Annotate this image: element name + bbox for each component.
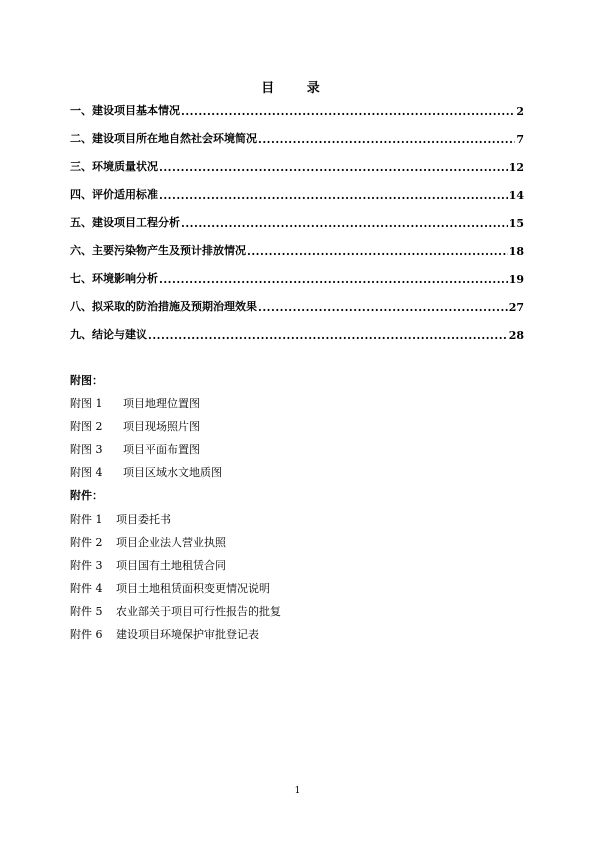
toc-leader-dots	[159, 189, 508, 202]
toc-entry-label: 四、评价适用标准	[70, 188, 158, 201]
attachments-heading: 附件：	[70, 489, 103, 502]
toc-leader-dots	[159, 161, 508, 174]
attachment-title: 项目土地租赁面积变更情况说明	[116, 582, 270, 595]
attachment-title: 建设项目环境保护审批登记表	[116, 628, 259, 641]
toc-entry[interactable]	[70, 270, 524, 286]
toc-entry-label: 一、建设项目基本情况	[70, 104, 180, 117]
toc-entry-page: 19	[508, 273, 524, 286]
toc-entry-page: 28	[508, 329, 524, 342]
figure-item	[70, 464, 222, 480]
figure-title: 项目平面布置图	[123, 443, 200, 456]
toc-leader-dots	[181, 105, 515, 118]
toc-entry-label: 三、环境质量状况	[70, 160, 158, 173]
toc-entry-page: 14	[508, 189, 524, 202]
attachment-item	[70, 557, 226, 573]
toc-entry[interactable]	[70, 298, 524, 314]
attachment-title: 农业部关于项目可行性报告的批复	[116, 605, 281, 618]
toc-leader-dots	[247, 245, 508, 258]
attachment-number: 附件 5	[70, 605, 103, 618]
toc-entry[interactable]	[70, 214, 524, 230]
figure-item	[70, 418, 200, 434]
toc-entry[interactable]	[70, 326, 524, 342]
toc-leader-dots	[148, 329, 508, 342]
figure-title: 项目现场照片图	[123, 420, 200, 433]
toc-entry[interactable]	[70, 130, 524, 146]
toc-entry[interactable]	[70, 158, 524, 174]
attachment-title: 项目国有土地租赁合同	[116, 559, 226, 572]
toc-entry-page: 27	[508, 301, 524, 314]
attachment-number: 附件 3	[70, 559, 103, 572]
toc-leader-dots	[258, 301, 508, 314]
toc-entry[interactable]	[70, 186, 524, 202]
toc-leader-dots	[181, 217, 508, 230]
toc-entry-page: 12	[508, 161, 524, 174]
attachment-title: 项目委托书	[116, 513, 171, 526]
attachment-number: 附件 1	[70, 513, 103, 526]
toc-leader-dots	[258, 133, 515, 146]
page-title: 目 录	[261, 81, 334, 96]
toc-entry-page: 15	[508, 217, 524, 230]
toc-entry-label: 五、建设项目工程分析	[70, 216, 180, 229]
attachment-item	[70, 580, 270, 596]
attachment-item	[70, 534, 226, 550]
attachment-item	[70, 626, 259, 642]
figure-item	[70, 441, 200, 457]
attachment-number: 附件 2	[70, 536, 103, 549]
toc-entry[interactable]	[70, 242, 524, 258]
toc-leader-dots	[159, 273, 508, 286]
toc-entry-page: 18	[508, 245, 524, 258]
toc-entry[interactable]	[70, 102, 524, 118]
figure-number: 附图 1	[70, 397, 103, 410]
figures-heading: 附图：	[70, 374, 103, 387]
toc-entry-label: 六、主要污染物产生及预计排放情况	[70, 244, 246, 257]
figure-number: 附图 4	[70, 466, 103, 479]
page-number: 1	[294, 786, 301, 796]
attachment-number: 附件 4	[70, 582, 103, 595]
attachment-item	[70, 603, 281, 619]
toc-entry-page: 2	[516, 105, 524, 118]
toc-entry-label: 八、拟采取的防治措施及预期治理效果	[70, 300, 257, 313]
figure-title: 项目区域水文地质图	[123, 466, 222, 479]
toc-entry-label: 二、建设项目所在地自然社会环境简况	[70, 132, 257, 145]
toc-entry-label: 九、结论与建议	[70, 328, 147, 341]
toc-entry-page: 7	[516, 133, 524, 146]
attachment-number: 附件 6	[70, 628, 103, 641]
figure-number: 附图 2	[70, 420, 103, 433]
attachment-title: 项目企业法人营业执照	[116, 536, 226, 549]
figure-title: 项目地理位置图	[123, 397, 200, 410]
attachment-item	[70, 511, 171, 527]
figure-number: 附图 3	[70, 443, 103, 456]
toc-entry-label: 七、环境影响分析	[70, 272, 158, 285]
figure-item	[70, 395, 200, 411]
